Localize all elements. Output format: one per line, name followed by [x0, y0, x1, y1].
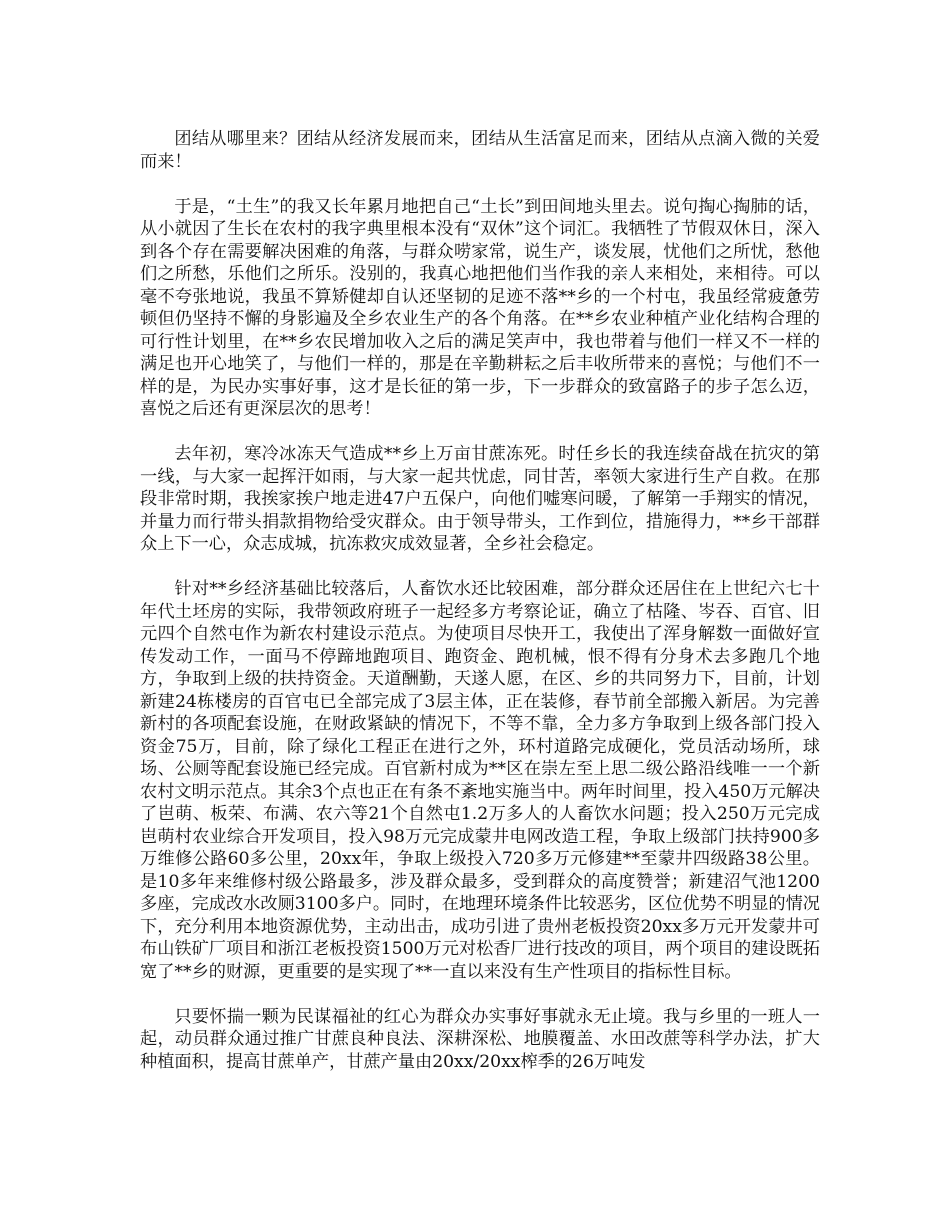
paragraph-rural-work: 于是，“土生”的我又长年累月地把自己“土长”到田间地头里去。说句掏心掏肺的话，从小就因了生长在农村的我字典里根本没有“双休”这个词汇。我牺牲了节假双休日，深入到各个存在需要解决困难的角落，与群众唠家常，说生产，谈发展，忧他们之所忧，愁他们之所愁，乐他们之所乐。没别的，我真心地把他们当作我的亲人来相处，来相待。可以毫不夸张地说，我虽不算矫健却自认还坚韧的足迹不落**乡的一个村屯，我虽经常疲惫劳顿但仍坚持不懈的身影遍及全乡农业生产的各个角落。在**乡农业种植产业化结构合理的可行性计划里，在**乡农民增加收入之后的满足笑声中，我也带着与他们一样又不一样的满足也开心地笑了，与他们一样的，那是在辛勤耕耘之后丰收所带来的喜悦；与他们不一样的是，为民办实事好事，这才是长征的第一步，下一步群众的致富路子的步子怎么迈，喜悦之后还有更深层次的思考！ — [140, 196, 820, 419]
paragraph-disaster-relief: 去年初，寒冷冰冻天气造成**乡上万亩甘蔗冻死。时任乡长的我连续奋战在抗灾的第一线，与大家一起挥汗如雨，与大家一起共忧虑，同甘苦，率领大家进行生产自救。在那段非常时期，我挨家挨户地走进47户五保户，向他们嘘寒问暖，了解第一手翔实的情况，并量力而行带头捐款捐物给受灾群众。由于领导带头，工作到位，措施得力，**乡干部群众上下一心，众志成城，抗冻救灾成效显著，全乡社会稳定。 — [140, 444, 820, 554]
document-body — [140, 128, 820, 1073]
paragraph-new-village-projects: 针对**乡经济基础比较落后，人畜饮水还比较困难，部分群众还居住在上世纪六七十年代土坯房的实际，我带领政府班子一起经多方考察论证，确立了枯隆、岑吞、百官、旧元四个自然屯作为新农村建设示范点。为使项目尽快开工，我使出了浑身解数一面做好宣传发动工作，一面马不停蹄地跑项目、跑资金、跑机械，恨不得有分身术去多跑几个地方，争取到上级的扶持资金。天道酬勤，天遂人愿，在区、乡的共同努力下，目前，计划新建24栋楼房的百官屯已全部完成了3层主体，正在装修，春节前全部搬入新居。为完善新村的各项配套设施，在财政紧缺的情况下，不等不靠，全力多方争取到上级各部门投入资金75万，目前，除了绿化工程正在进行之外，环村道路完成硬化，党员活动场所，球场、公厕等配套设施已经完成。百官新村成为**区在崇左至上思二级公路沿线唯一一个新农村文明示范点。其余3个点也正在有条不紊地实施当中。两年时间里，投入450万元解决了岜萌、板荣、布满、农六等21个自然屯1.2万多人的人畜饮水问题；投入250万元完成岜萌村农业综合开发项目，投入98万元完成蒙井电网改造工程，争取上级部门扶持900多万维修公路60多公里，20xx年，争取上级投入720多万元修建**至蒙井四级路38公里。是10多年来维修村级公路最多，涉及群众最多，受到群众的高度赞誉；新建沼气池1200多座，完成改水改厕3100多户。同时，在地理环境条件比较恶劣，区位优势不明显的情况下，充分利用本地资源优势，主动出击，成功引进了贵州老板投资20xx多万元开发蒙井可布山铁矿厂项目和浙江老板投资1500万元对松香厂进行技改的项目，两个项目的建设既拓宽了**乡的财源，更重要的是实现了**一直以来没有生产性项目的指标性目标。 — [140, 579, 820, 982]
paragraph-unity-origin: 团结从哪里来？团结从经济发展而来，团结从生活富足而来，团结从点滴入微的关爱而来！ — [140, 129, 820, 172]
paragraph-sugarcane-development: 只要怀揣一颗为民谋福祉的红心为群众办实事好事就永无止境。我与乡里的一班人一起，动员群众通过推广甘蔗良种良法、深耕深松、地膜覆盖、水田改蔗等科学办法，扩大种植面积，提高甘蔗单产，甘蔗产量由20xx/20xx榨季的26万吨发 — [140, 1006, 820, 1072]
